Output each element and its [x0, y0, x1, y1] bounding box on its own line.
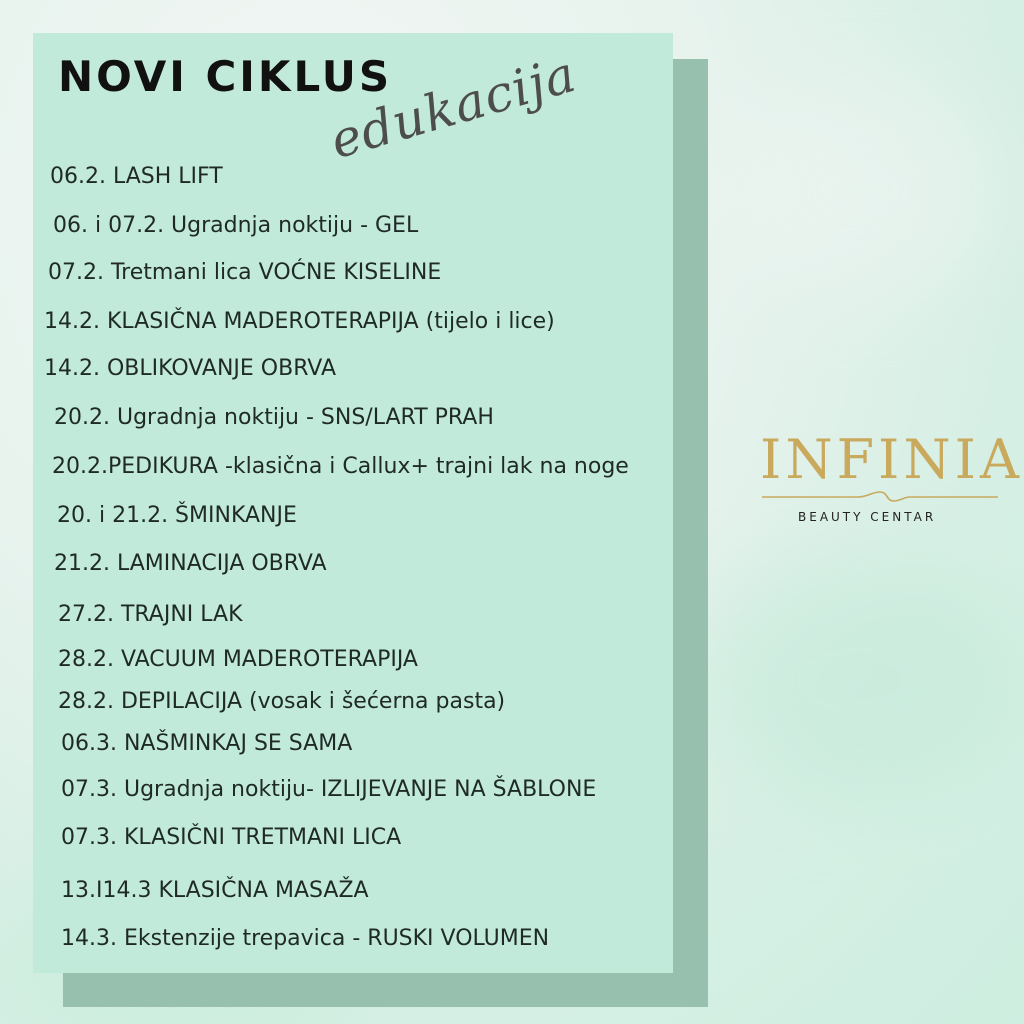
- schedule-item: 20.2.PEDIKURA -klasična i Callux+ trajni lak na noge: [52, 454, 629, 479]
- page-title: NOVI CIKLUS: [58, 52, 393, 101]
- swash-ornament-icon: [760, 490, 1000, 504]
- background-splotch: [720, 80, 1000, 300]
- schedule-item: 14.2. KLASIČNA MADEROTERAPIJA (tijelo i lice): [44, 309, 555, 334]
- schedule-item: 06.3. NAŠMINKAJ SE SAMA: [61, 731, 353, 756]
- schedule-item: 06.2. LASH LIFT: [50, 164, 223, 189]
- schedule-item: 13.I14.3 KLASIČNA MASAŽA: [61, 878, 369, 903]
- schedule-item: 07.3. Ugradnja noktiju- IZLIJEVANJE NA ŠABLONE: [61, 777, 597, 802]
- schedule-item: 20. i 21.2. ŠMINKANJE: [57, 503, 297, 528]
- page-subtitle: edukacija: [324, 44, 583, 170]
- schedule-item: 07.2. Tretmani lica VOĆNE KISELINE: [48, 260, 442, 285]
- schedule-item: 21.2. LAMINACIJA OBRVA: [54, 551, 327, 576]
- schedule-item: 14.3. Ekstenzije trepavica - RUSKI VOLUMEN: [61, 926, 550, 951]
- schedule-item: 06. i 07.2. Ugradnja noktiju - GEL: [53, 213, 419, 238]
- background-splotch: [700, 560, 1020, 800]
- schedule-item: 14.2. OBLIKOVANJE OBRVA: [44, 356, 336, 381]
- brand-name: INFINIA: [760, 428, 1023, 491]
- schedule-item: 27.2. TRAJNI LAK: [58, 602, 243, 627]
- schedule-item: 28.2. DEPILACIJA (vosak i šećerna pasta): [58, 689, 506, 714]
- schedule-card: [33, 33, 673, 973]
- brand-logo: [740, 418, 1023, 538]
- schedule-item: 20.2. Ugradnja noktiju - SNS/LART PRAH: [54, 405, 494, 430]
- schedule-item: 07.3. KLASIČNI TRETMANI LICA: [61, 825, 402, 850]
- brand-tagline: BEAUTY CENTAR: [798, 510, 937, 524]
- schedule-item: 28.2. VACUUM MADEROTERAPIJA: [58, 647, 418, 672]
